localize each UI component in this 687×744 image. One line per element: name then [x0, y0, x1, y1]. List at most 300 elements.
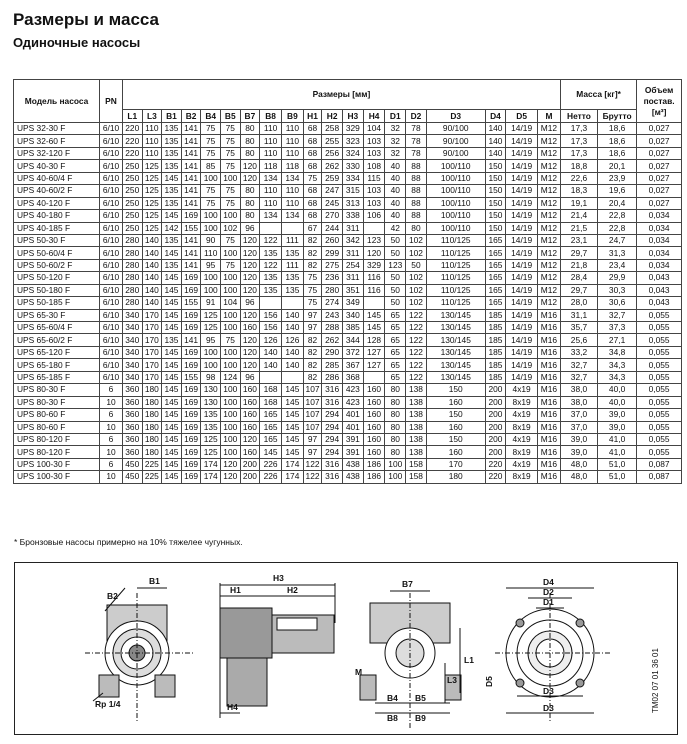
- table-cell: 100: [201, 346, 221, 358]
- table-cell: 169: [181, 396, 201, 408]
- table-cell: 100: [201, 172, 221, 184]
- model-cell: UPS 80-60 F: [14, 421, 100, 433]
- table-cell: 260: [322, 234, 343, 246]
- table-cell: 145: [162, 272, 182, 284]
- table-cell: 17,3: [560, 147, 597, 159]
- table-cell: 108: [363, 160, 385, 172]
- table-cell: 174: [201, 458, 221, 470]
- table-cell: 39,0: [560, 446, 597, 458]
- table-cell: 135: [162, 234, 182, 246]
- table-cell: 0,034: [637, 247, 682, 259]
- table-cell: [260, 297, 282, 309]
- table-cell: 95: [201, 259, 221, 271]
- table-cell: [281, 371, 303, 383]
- table-cell: 39,0: [597, 409, 636, 421]
- table-row: [14, 272, 682, 284]
- table-cell: 122: [406, 371, 427, 383]
- mass-header: Масса [кг]*: [560, 80, 636, 110]
- table-cell: 145: [162, 172, 182, 184]
- table-cell: 150: [426, 409, 485, 421]
- label-h1: H1: [230, 585, 241, 595]
- table-cell: 6/10: [100, 172, 123, 184]
- table-cell: 96: [240, 371, 260, 383]
- table-cell: 316: [322, 384, 343, 396]
- table-cell: 32: [385, 123, 406, 135]
- table-cell: 125: [201, 446, 221, 458]
- table-cell: 78: [406, 135, 427, 147]
- table-cell: 145: [281, 433, 303, 445]
- table-cell: 220: [485, 471, 506, 483]
- table-cell: 0,027: [637, 197, 682, 209]
- table-cell: 14/19: [506, 147, 538, 159]
- table-row: [14, 409, 682, 421]
- table-cell: 250: [122, 185, 142, 197]
- label-m: M: [355, 667, 363, 677]
- table-cell: 75: [220, 185, 240, 197]
- table-cell: 311: [342, 247, 363, 259]
- table-cell: 110: [281, 123, 303, 135]
- table-cell: 0,055: [637, 396, 682, 408]
- column-header: B4: [201, 110, 221, 123]
- model-cell: UPS 50-60/2 F: [14, 259, 100, 271]
- table-row: [14, 384, 682, 396]
- table-cell: 90/100: [426, 123, 485, 135]
- table-cell: 158: [406, 458, 427, 470]
- table-cell: 0,055: [637, 346, 682, 358]
- table-cell: 0,034: [637, 222, 682, 234]
- table-cell: 285: [322, 359, 343, 371]
- table-cell: 200: [485, 409, 506, 421]
- model-cell: UPS 80-120 F: [14, 446, 100, 458]
- table-cell: 110: [281, 185, 303, 197]
- table-cell: 50: [406, 259, 427, 271]
- table-cell: M12: [537, 210, 560, 222]
- table-cell: 141: [181, 172, 201, 184]
- table-cell: 169: [181, 446, 201, 458]
- table-cell: M16: [537, 334, 560, 346]
- model-cell: UPS 40-60/4 F: [14, 172, 100, 184]
- table-cell: 145: [281, 409, 303, 421]
- table-cell: 138: [406, 396, 427, 408]
- table-cell: 102: [406, 234, 427, 246]
- table-cell: 169: [181, 384, 201, 396]
- volume-header: Объем постав. [м³]: [637, 80, 682, 123]
- table-cell: 170: [142, 359, 162, 371]
- table-cell: 88: [406, 185, 427, 197]
- table-cell: 32: [385, 147, 406, 159]
- table-cell: 168: [260, 396, 282, 408]
- table-cell: 329: [363, 259, 385, 271]
- table-cell: 8x19: [506, 446, 538, 458]
- table-cell: 34,3: [597, 371, 636, 383]
- table-cell: 111: [281, 234, 303, 246]
- table-cell: 107: [303, 396, 322, 408]
- table-cell: 160: [240, 384, 260, 396]
- table-cell: M16: [537, 471, 560, 483]
- table-cell: 102: [406, 272, 427, 284]
- table-cell: 135: [162, 147, 182, 159]
- table-cell: 0,055: [637, 334, 682, 346]
- table-cell: 22,8: [597, 210, 636, 222]
- table-cell: 170: [426, 458, 485, 470]
- table-cell: 50: [385, 272, 406, 284]
- table-cell: 160: [363, 384, 385, 396]
- table-row: [14, 185, 682, 197]
- table-cell: 340: [122, 334, 142, 346]
- table-cell: 145: [162, 471, 182, 483]
- table-cell: 120: [220, 458, 240, 470]
- table-cell: 150: [426, 384, 485, 396]
- table-cell: 22,6: [560, 172, 597, 184]
- table-cell: 88: [406, 172, 427, 184]
- table-cell: 14/19: [506, 346, 538, 358]
- table-cell: 160: [363, 421, 385, 433]
- table-cell: 6: [100, 384, 123, 396]
- table-cell: 243: [322, 309, 343, 321]
- table-cell: 385: [342, 322, 363, 334]
- table-cell: 102: [220, 222, 240, 234]
- table-cell: 342: [342, 234, 363, 246]
- label-b4: B4: [387, 693, 398, 703]
- table-cell: 145: [162, 297, 182, 309]
- page-title: Размеры и масса: [13, 10, 160, 29]
- table-cell: 141: [181, 185, 201, 197]
- table-cell: 220: [122, 147, 142, 159]
- table-cell: 110: [142, 147, 162, 159]
- table-cell: 150: [485, 210, 506, 222]
- table-cell: 311: [342, 272, 363, 284]
- table-cell: 250: [122, 172, 142, 184]
- table-cell: 25,6: [560, 334, 597, 346]
- table-cell: 145: [260, 446, 282, 458]
- table-cell: 169: [181, 322, 201, 334]
- table-cell: 145: [162, 359, 182, 371]
- table-row: [14, 371, 682, 383]
- table-cell: 124: [220, 371, 240, 383]
- table-cell: 110: [281, 197, 303, 209]
- table-cell: M16: [537, 371, 560, 383]
- table-cell: 104: [363, 123, 385, 135]
- table-cell: 110: [260, 185, 282, 197]
- table-cell: 98: [201, 371, 221, 383]
- table-cell: 17,3: [560, 135, 597, 147]
- table-cell: 0,055: [637, 359, 682, 371]
- table-cell: 6/10: [100, 359, 123, 371]
- table-cell: M16: [537, 446, 560, 458]
- table-cell: 24,7: [597, 234, 636, 246]
- table-cell: 360: [122, 421, 142, 433]
- table-cell: M16: [537, 396, 560, 408]
- table-cell: 107: [303, 384, 322, 396]
- table-cell: 40: [385, 160, 406, 172]
- table-cell: 145: [162, 210, 182, 222]
- table-cell: 68: [303, 160, 322, 172]
- column-header: D3: [426, 110, 485, 123]
- table-cell: 200: [485, 396, 506, 408]
- table-cell: 110/125: [426, 272, 485, 284]
- table-cell: 100/110: [426, 172, 485, 184]
- table-cell: 6/10: [100, 147, 123, 159]
- table-cell: 123: [385, 259, 406, 271]
- table-cell: 82: [303, 259, 322, 271]
- table-cell: 110: [260, 135, 282, 147]
- column-header: L1: [122, 110, 142, 123]
- table-cell: 6/10: [100, 197, 123, 209]
- table-cell: 169: [181, 346, 201, 358]
- table-cell: 141: [181, 147, 201, 159]
- table-cell: 168: [260, 384, 282, 396]
- table-cell: 311: [342, 222, 363, 234]
- table-cell: M16: [537, 384, 560, 396]
- table-row: [14, 309, 682, 321]
- table-cell: 6: [100, 409, 123, 421]
- bottom-view-drawing: [360, 591, 461, 728]
- table-cell: 0,027: [637, 135, 682, 147]
- table-cell: 40: [385, 172, 406, 184]
- table-cell: 110: [260, 123, 282, 135]
- table-cell: 18,3: [560, 185, 597, 197]
- table-cell: 255: [322, 135, 343, 147]
- table-cell: M12: [537, 234, 560, 246]
- table-cell: 226: [260, 458, 282, 470]
- column-header: D5: [506, 110, 538, 123]
- table-cell: 110: [142, 135, 162, 147]
- table-cell: 135: [281, 272, 303, 284]
- table-cell: 75: [220, 135, 240, 147]
- table-row: [14, 359, 682, 371]
- table-cell: 280: [122, 297, 142, 309]
- table-cell: 130/145: [426, 371, 485, 383]
- table-cell: 155: [181, 371, 201, 383]
- table-cell: 14/19: [506, 259, 538, 271]
- table-cell: 174: [201, 471, 221, 483]
- table-cell: 140: [485, 147, 506, 159]
- table-cell: 274: [322, 297, 343, 309]
- column-header: B1: [162, 110, 182, 123]
- model-cell: UPS 40-180 F: [14, 210, 100, 222]
- table-cell: 324: [342, 147, 363, 159]
- model-cell: UPS 50-60/4 F: [14, 247, 100, 259]
- table-cell: 140: [142, 284, 162, 296]
- table-cell: 360: [122, 446, 142, 458]
- table-cell: 145: [162, 396, 182, 408]
- table-cell: 68: [303, 185, 322, 197]
- table-cell: 68: [303, 147, 322, 159]
- table-cell: 19,6: [597, 185, 636, 197]
- table-cell: 142: [162, 222, 182, 234]
- table-cell: 145: [281, 421, 303, 433]
- table-cell: 145: [363, 309, 385, 321]
- table-cell: 140: [142, 234, 162, 246]
- table-cell: 31,3: [597, 247, 636, 259]
- table-cell: 75: [201, 197, 221, 209]
- table-cell: 130: [201, 396, 221, 408]
- column-header: H4: [363, 110, 385, 123]
- table-cell: 135: [162, 259, 182, 271]
- model-cell: UPS 65-60/2 F: [14, 334, 100, 346]
- table-cell: M12: [537, 247, 560, 259]
- table-row: [14, 210, 682, 222]
- table-cell: 85: [201, 160, 221, 172]
- table-cell: 130/145: [426, 359, 485, 371]
- column-header: D4: [485, 110, 506, 123]
- table-cell: M12: [537, 259, 560, 271]
- table-cell: 122: [406, 322, 427, 334]
- table-cell: 140: [485, 135, 506, 147]
- table-cell: 48,0: [560, 471, 597, 483]
- table-cell: 160: [240, 396, 260, 408]
- table-cell: 40: [385, 197, 406, 209]
- table-cell: 40: [385, 210, 406, 222]
- table-cell: 160: [426, 446, 485, 458]
- table-cell: 0,055: [637, 409, 682, 421]
- table-cell: 88: [406, 210, 427, 222]
- table-cell: 14/19: [506, 185, 538, 197]
- table-cell: 14/19: [506, 123, 538, 135]
- table-cell: 14/19: [506, 359, 538, 371]
- table-cell: 6/10: [100, 123, 123, 135]
- table-cell: 135: [162, 160, 182, 172]
- table-cell: 340: [122, 359, 142, 371]
- table-cell: 67: [303, 222, 322, 234]
- table-cell: 135: [260, 247, 282, 259]
- table-cell: 200: [485, 446, 506, 458]
- table-cell: 0,043: [637, 297, 682, 309]
- table-cell: M16: [537, 421, 560, 433]
- table-cell: 145: [162, 284, 182, 296]
- table-cell: 88: [406, 197, 427, 209]
- table-cell: 122: [406, 346, 427, 358]
- table-cell: 6/10: [100, 185, 123, 197]
- model-cell: UPS 40-30 F: [14, 160, 100, 172]
- table-cell: 6/10: [100, 346, 123, 358]
- table-cell: 23,4: [597, 259, 636, 271]
- table-cell: M12: [537, 284, 560, 296]
- table-cell: 135: [162, 197, 182, 209]
- table-cell: 65: [385, 371, 406, 383]
- table-cell: 120: [240, 172, 260, 184]
- table-cell: 250: [122, 197, 142, 209]
- table-cell: 107: [303, 409, 322, 421]
- table-cell: 103: [363, 185, 385, 197]
- table-cell: 88: [406, 160, 427, 172]
- table-cell: 170: [142, 346, 162, 358]
- table-row: [14, 334, 682, 346]
- table-cell: 100: [220, 272, 240, 284]
- table-cell: 96: [240, 222, 260, 234]
- table-cell: 75: [303, 297, 322, 309]
- table-cell: 125: [142, 172, 162, 184]
- table-cell: 128: [363, 334, 385, 346]
- table-cell: 37,0: [560, 409, 597, 421]
- table-cell: 0,043: [637, 272, 682, 284]
- table-cell: 294: [322, 409, 343, 421]
- table-cell: 29,9: [597, 272, 636, 284]
- table-cell: 158: [406, 471, 427, 483]
- table-cell: 82: [303, 334, 322, 346]
- column-header: H2: [322, 110, 343, 123]
- table-cell: 14/19: [506, 210, 538, 222]
- table-cell: 6/10: [100, 210, 123, 222]
- table-cell: 0,087: [637, 458, 682, 470]
- table-cell: 262: [322, 160, 343, 172]
- table-cell: 141: [181, 234, 201, 246]
- table-cell: 8x19: [506, 396, 538, 408]
- table-cell: 106: [363, 210, 385, 222]
- table-cell: 100: [220, 396, 240, 408]
- table-cell: 130/145: [426, 346, 485, 358]
- model-cell: UPS 50-120 F: [14, 272, 100, 284]
- table-cell: 14/19: [506, 222, 538, 234]
- table-cell: 0,055: [637, 309, 682, 321]
- table-cell: 220: [485, 458, 506, 470]
- table-cell: 125: [142, 210, 162, 222]
- table-cell: 0,055: [637, 371, 682, 383]
- table-cell: [260, 371, 282, 383]
- table-cell: 141: [181, 334, 201, 346]
- table-cell: 18,6: [597, 135, 636, 147]
- table-cell: 254: [342, 259, 363, 271]
- pn-header: PN: [100, 80, 123, 123]
- table-cell: 145: [162, 309, 182, 321]
- table-cell: 40: [385, 185, 406, 197]
- table-cell: 4x19: [506, 433, 538, 445]
- table-cell: 4x19: [506, 409, 538, 421]
- table-cell: 323: [342, 135, 363, 147]
- table-cell: 50: [385, 284, 406, 296]
- table-cell: M16: [537, 346, 560, 358]
- table-row: [14, 135, 682, 147]
- table-cell: 185: [485, 334, 506, 346]
- table-cell: 75: [303, 272, 322, 284]
- table-cell: 180: [142, 409, 162, 421]
- label-b1: B1: [149, 576, 160, 586]
- table-cell: 100: [220, 359, 240, 371]
- table-cell: M16: [537, 322, 560, 334]
- column-header: B9: [281, 110, 303, 123]
- table-cell: 0,034: [637, 234, 682, 246]
- model-cell: UPS 80-30 F: [14, 384, 100, 396]
- table-cell: 169: [181, 284, 201, 296]
- table-cell: 338: [342, 210, 363, 222]
- table-cell: 34,3: [597, 359, 636, 371]
- column-header: L3: [142, 110, 162, 123]
- table-cell: 329: [342, 123, 363, 135]
- table-cell: 80: [240, 210, 260, 222]
- table-cell: 156: [260, 309, 282, 321]
- table-cell: 247: [322, 185, 343, 197]
- table-cell: 150: [485, 222, 506, 234]
- table-cell: 6: [100, 458, 123, 470]
- table-cell: 80: [385, 409, 406, 421]
- label-h3: H3: [273, 573, 284, 583]
- table-cell: 68: [303, 135, 322, 147]
- table-cell: 140: [142, 259, 162, 271]
- table-cell: 6/10: [100, 247, 123, 259]
- table-cell: 21,5: [560, 222, 597, 234]
- table-cell: 14/19: [506, 334, 538, 346]
- table-cell: 6/10: [100, 160, 123, 172]
- table-cell: 97: [303, 309, 322, 321]
- model-cell: UPS 50-30 F: [14, 234, 100, 246]
- table-cell: 115: [363, 172, 385, 184]
- table-cell: 140: [260, 359, 282, 371]
- table-cell: 0,027: [637, 123, 682, 135]
- table-cell: 145: [162, 247, 182, 259]
- table-cell: 6/10: [100, 309, 123, 321]
- column-header: M: [537, 110, 560, 123]
- table-cell: 10: [100, 471, 123, 483]
